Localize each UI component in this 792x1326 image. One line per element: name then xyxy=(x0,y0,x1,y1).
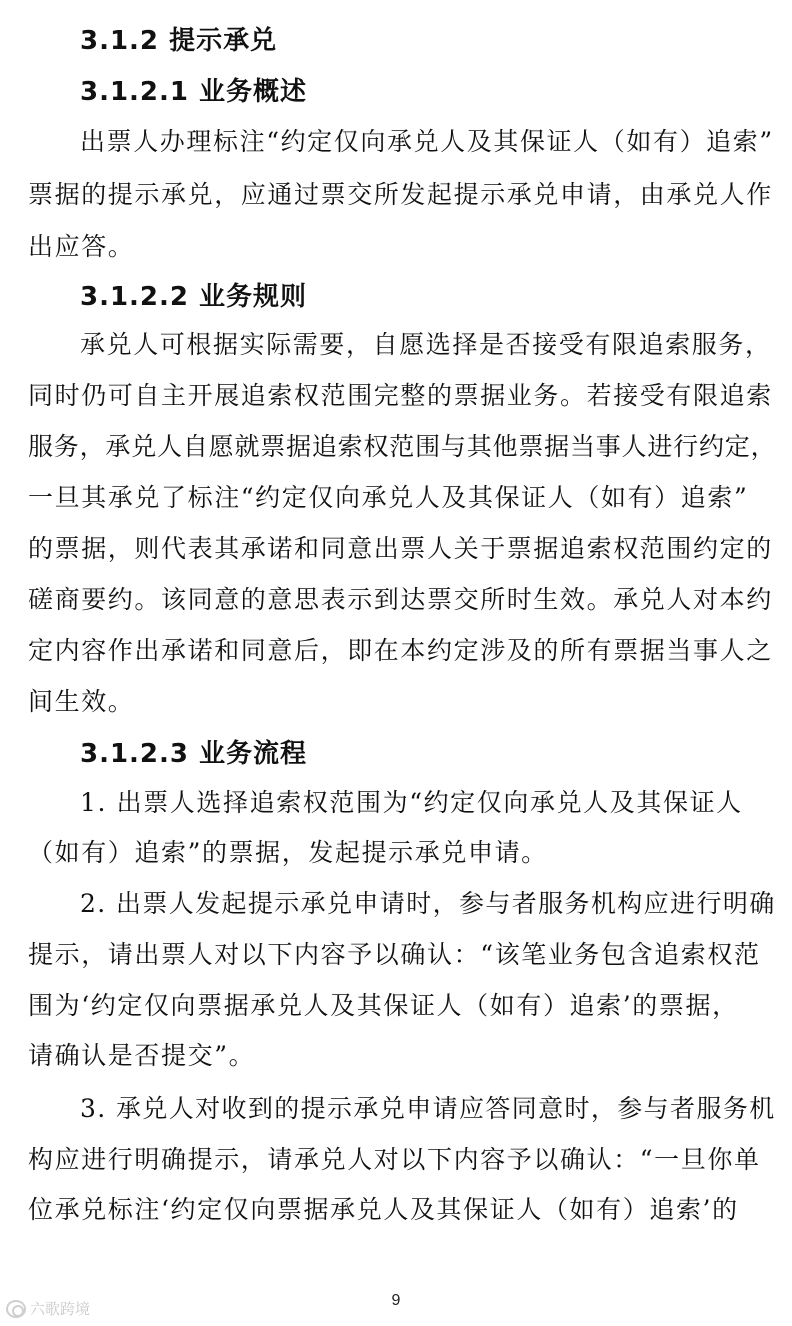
paragraph-line: 请确认是否提交”。 xyxy=(28,1041,256,1070)
paragraph-line: 围为‘约定仅向票据承兑人及其保证人（如有）追索’的票据， xyxy=(28,991,739,1020)
paragraph-line: 定内容作出承诺和同意后，即在本约定涉及的所有票据当事人之 xyxy=(28,636,773,665)
paragraph-line: 同时仍可自主开展追索权范围完整的票据业务。若接受有限追索 xyxy=(28,381,773,410)
paragraph-line: 的票据，则代表其承诺和同意出票人关于票据追索权范围约定的 xyxy=(28,534,773,563)
paragraph-line: 3. 承兑人对收到的提示承兑申请应答同意时，参与者服务机 xyxy=(80,1094,776,1123)
paragraph-line: 构应进行明确提示，请承兑人对以下内容予以确认：“一旦你单 xyxy=(28,1145,761,1174)
paragraph-line: 一旦其承兑了标注“约定仅向承兑人及其保证人（如有）追索” xyxy=(28,483,749,512)
paragraph-line: 位承兑标注‘约定仅向票据承兑人及其保证人（如有）追索’的 xyxy=(28,1195,739,1224)
paragraph-line: 1. 出票人选择追索权范围为“约定仅向承兑人及其保证人 xyxy=(80,788,743,817)
watermark-logo-icon xyxy=(6,1300,26,1318)
page-number: 9 xyxy=(391,1292,401,1309)
paragraph-line: 承兑人可根据实际需要，自愿选择是否接受有限追索服务， xyxy=(80,330,772,359)
paragraph-line: 间生效。 xyxy=(28,687,135,716)
paragraph-line: 提示，请出票人对以下内容予以确认：“该笔业务包含追索权范 xyxy=(28,940,761,969)
paragraph-line: （如有）追索”的票据，发起提示承兑申请。 xyxy=(28,838,548,867)
section-heading-3-1-2-1: 3.1.2.1 业务概述 xyxy=(80,77,308,107)
paragraph-line: 出应答。 xyxy=(28,232,135,261)
watermark xyxy=(6,1298,90,1319)
paragraph-line: 磋商要约。该同意的意思表示到达票交所时生效。承兑人对本约 xyxy=(28,585,773,614)
section-heading-3-1-2: 3.1.2 提示承兑 xyxy=(80,26,278,56)
paragraph-line: 出票人办理标注“约定仅向承兑人及其保证人（如有）追索” xyxy=(80,127,774,156)
section-heading-3-1-2-3: 3.1.2.3 业务流程 xyxy=(80,739,308,769)
section-heading-3-1-2-2: 3.1.2.2 业务规则 xyxy=(80,282,308,312)
paragraph-line: 票据的提示承兑，应通过票交所发起提示承兑申请，由承兑人作 xyxy=(28,180,773,209)
watermark-text: 六歌跨境 xyxy=(30,1300,91,1318)
paragraph-line: 服务，承兑人自愿就票据追索权范围与其他票据当事人进行约定， xyxy=(28,432,777,461)
paragraph-line: 2. 出票人发起提示承兑申请时，参与者服务机构应进行明确 xyxy=(80,889,776,918)
